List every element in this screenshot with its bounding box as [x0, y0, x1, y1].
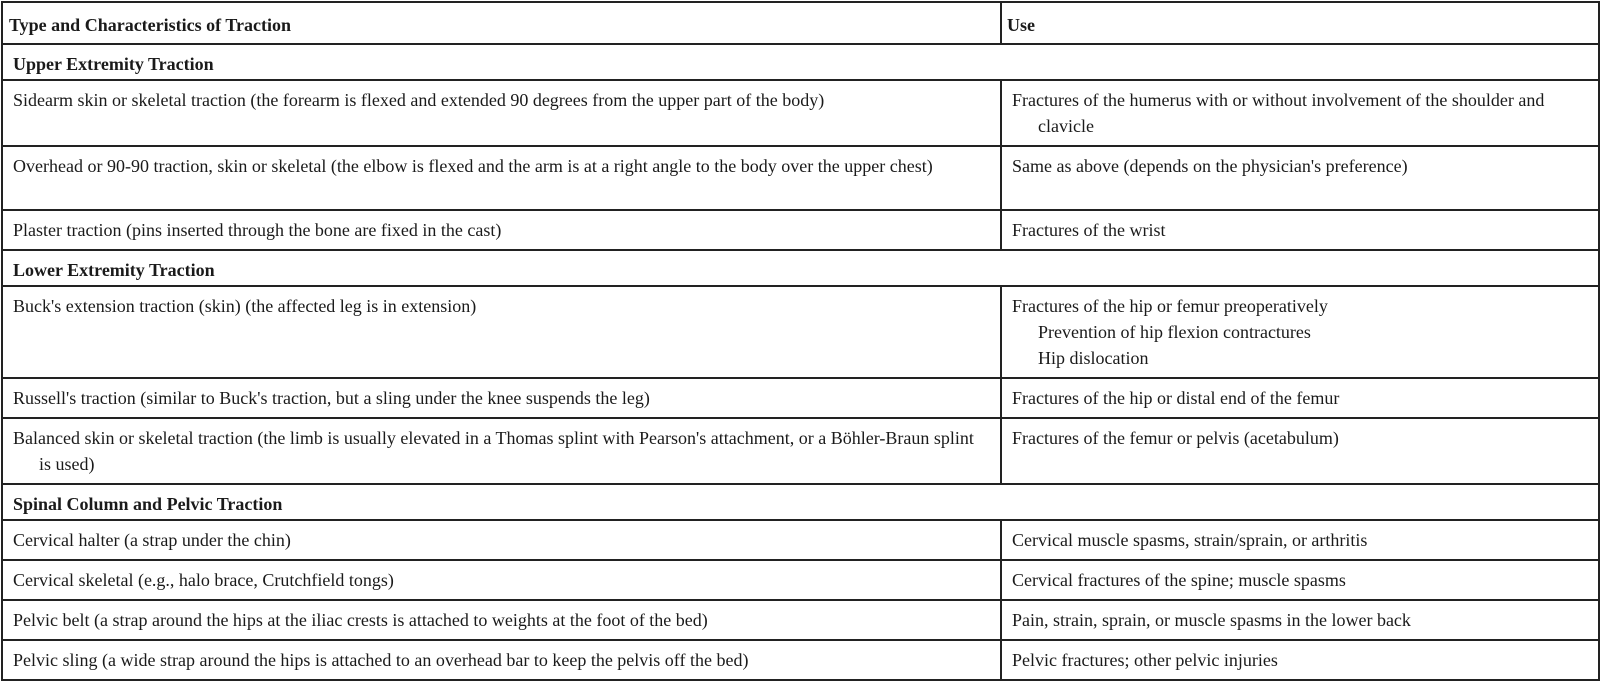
table-row — [2, 418, 1599, 484]
table-row — [2, 560, 1599, 600]
column-header-use: Use — [1001, 2, 1599, 44]
use-cell — [1001, 520, 1599, 560]
use-text: Fractures of the hip or distal end of the femur — [1012, 388, 1340, 408]
type-cell — [2, 520, 1001, 560]
type-text: Balanced skin or skeletal traction (the limb is usually elevated in a Thomas splint with Pearson's attachment, or a Böhler-Braun splint is used) — [13, 428, 974, 474]
section-title: Upper Extremity Traction — [2, 44, 1599, 80]
use-text: Fractures of the wrist — [1012, 220, 1166, 240]
traction-table — [1, 1, 1600, 681]
type-text: Buck's extension traction (skin) (the affected leg is in extension) — [13, 296, 477, 316]
use-cell — [1001, 378, 1599, 418]
use-subtext: Prevention of hip flexion contractures — [1038, 322, 1311, 342]
type-cell — [2, 80, 1001, 146]
type-text: Cervical skeletal (e.g., halo brace, Crutchfield tongs) — [13, 570, 394, 590]
type-cell — [2, 210, 1001, 250]
use-subtext: Hip dislocation — [1038, 348, 1149, 368]
use-cell — [1001, 418, 1599, 484]
table-row — [2, 520, 1599, 560]
table-row — [2, 286, 1599, 378]
section-title: Lower Extremity Traction — [2, 250, 1599, 286]
use-text: Fractures of the humerus with or without involvement of the shoulder and clavicle — [1012, 90, 1545, 136]
section-header-upper-extremity — [2, 44, 1599, 80]
use-cell — [1001, 286, 1599, 378]
use-text: Fractures of the femur or pelvis (acetabulum) — [1012, 428, 1339, 448]
type-text: Overhead or 90-90 traction, skin or skeletal (the elbow is flexed and the arm is at a right angle to the body over the upper chest) — [13, 156, 933, 176]
type-cell — [2, 640, 1001, 680]
type-cell — [2, 286, 1001, 378]
use-cell — [1001, 640, 1599, 680]
section-header-lower-extremity — [2, 250, 1599, 286]
type-text: Russell's traction (similar to Buck's traction, but a sling under the knee suspends the leg) — [13, 388, 650, 408]
table-row — [2, 80, 1599, 146]
use-cell — [1001, 560, 1599, 600]
use-cell — [1001, 600, 1599, 640]
type-cell — [2, 418, 1001, 484]
header-row — [2, 2, 1599, 44]
type-text: Sidearm skin or skeletal traction (the forearm is flexed and extended 90 degrees from the upper part of the body) — [13, 90, 825, 110]
type-cell — [2, 146, 1001, 210]
type-text: Plaster traction (pins inserted through the bone are fixed in the cast) — [13, 220, 502, 240]
type-cell — [2, 378, 1001, 418]
section-header-spinal-pelvic — [2, 484, 1599, 520]
use-text: Cervical fractures of the spine; muscle spasms — [1012, 570, 1346, 590]
column-header-type: Type and Characteristics of Traction — [2, 2, 1001, 44]
type-text: Cervical halter (a strap under the chin) — [13, 530, 291, 550]
table-row — [2, 640, 1599, 680]
use-cell — [1001, 210, 1599, 250]
table-row — [2, 600, 1599, 640]
use-text: Pelvic fractures; other pelvic injuries — [1012, 650, 1278, 670]
use-text: Cervical muscle spasms, strain/sprain, or arthritis — [1012, 530, 1368, 550]
table-row — [2, 378, 1599, 418]
use-text: Pain, strain, sprain, or muscle spasms in the lower back — [1012, 610, 1411, 630]
use-cell — [1001, 146, 1599, 210]
use-text: Fractures of the hip or femur preoperatively — [1012, 296, 1328, 316]
section-title: Spinal Column and Pelvic Traction — [2, 484, 1599, 520]
type-text: Pelvic belt (a strap around the hips at the iliac crests is attached to weights at the foot of the bed) — [13, 610, 708, 630]
type-text: Pelvic sling (a wide strap around the hips is attached to an overhead bar to keep the pelvis off the bed) — [13, 650, 749, 670]
table-row — [2, 146, 1599, 210]
type-cell — [2, 600, 1001, 640]
type-cell — [2, 560, 1001, 600]
use-text: Same as above (depends on the physician's preference) — [1012, 156, 1408, 176]
table-row — [2, 210, 1599, 250]
use-cell — [1001, 80, 1599, 146]
